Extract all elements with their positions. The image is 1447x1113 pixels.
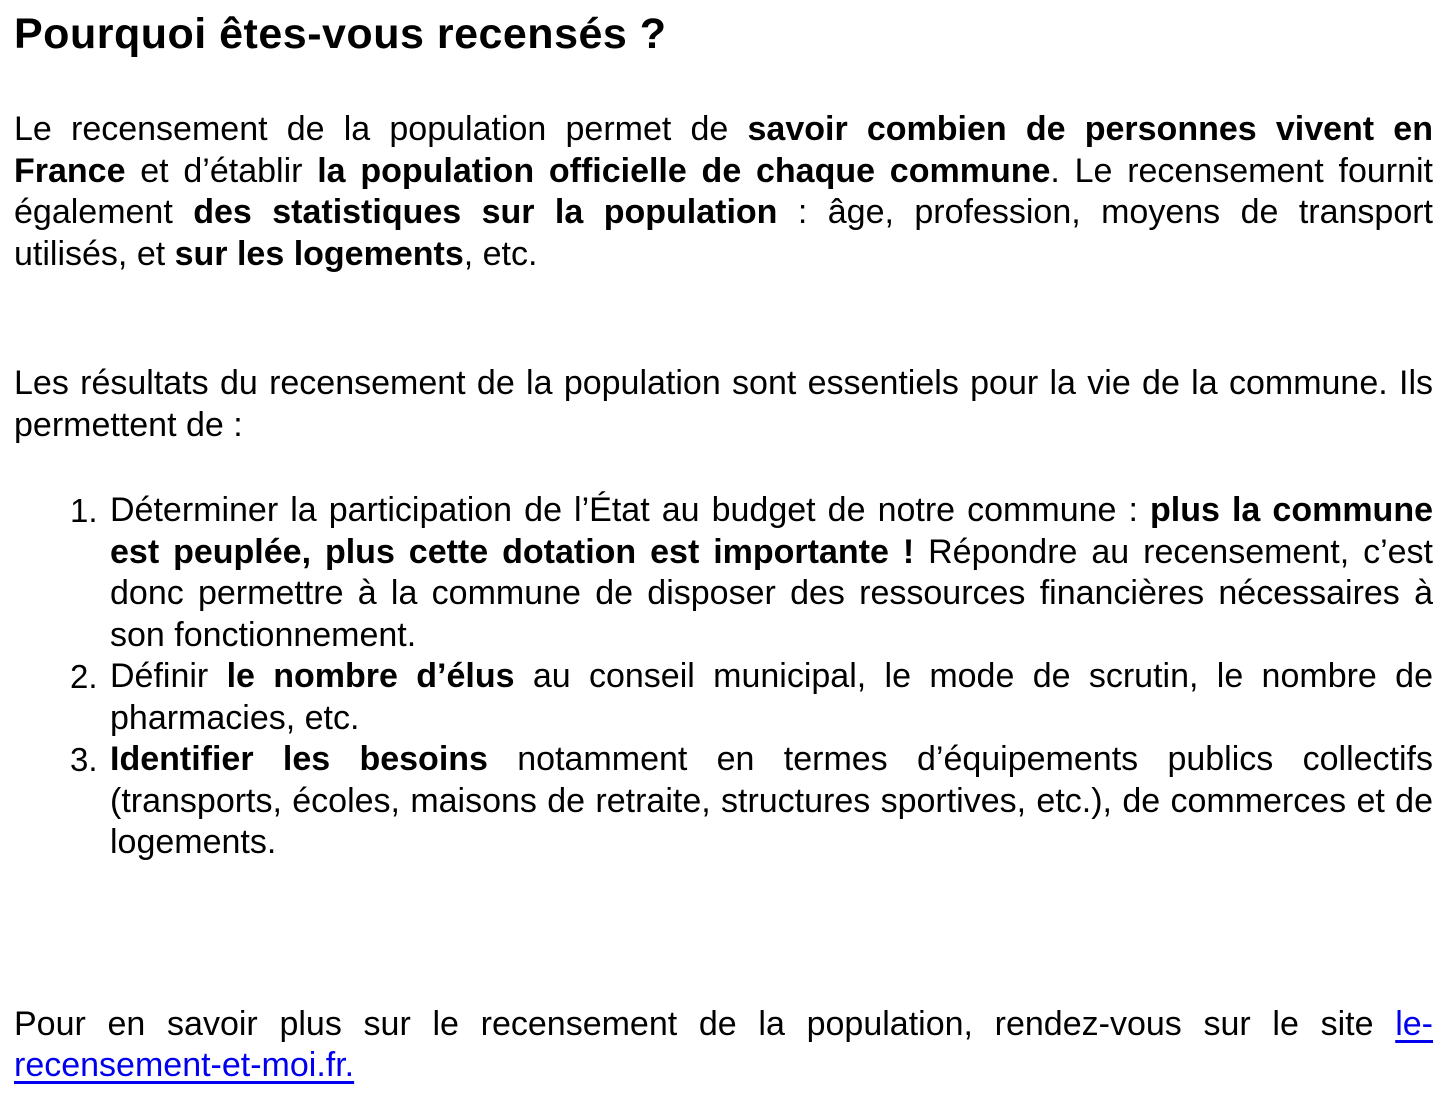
reasons-list: [14, 490, 1433, 864]
page-title: Pourquoi êtes-vous recensés ?: [14, 10, 667, 58]
bold-text: savoir combien de personnes vivent en France: [14, 110, 1433, 190]
text-run: Le recensement de la population permet de: [14, 110, 748, 148]
intro-paragraph: [14, 109, 1433, 275]
bold-text: le nombre d’élus: [226, 657, 515, 695]
list-item-number: 1.: [70, 492, 98, 529]
bold-text: la population officielle de chaque commune: [317, 151, 1051, 190]
text-run: , etc.: [463, 234, 538, 273]
bold-text: des statistiques sur la population: [193, 193, 778, 231]
list-item: [14, 490, 1433, 656]
list-item-number: 3.: [70, 741, 98, 778]
text-run: notamment en termes d’équipements publics collectifs (transports, écoles, maisons de retraite, structures sportives, etc.), de commerces et de logements.: [110, 740, 1433, 861]
bold-text: plus la commune est peuplée, plus cette dotation est importante !: [110, 491, 1433, 571]
text-run: Définir: [110, 657, 227, 695]
recensement-link[interactable]: le-recensement-et-moi.fr.: [14, 1004, 1433, 1084]
list-item-text: [110, 739, 1433, 864]
list-item: [14, 739, 1433, 864]
list-item: [14, 656, 1433, 739]
text-run: : âge, profession, moyens de transport utilisés, et: [14, 193, 1434, 273]
text-run: Les résultats du recensement de la population sont essentiels pour la vie de la commune. Ils permettent de :: [14, 364, 1433, 444]
text-run: Pour en savoir plus sur le recensement de la population, rendez-vous sur le site: [14, 1004, 1396, 1043]
bold-text: sur les logements: [174, 234, 464, 273]
bold-text: Identifier les besoins: [110, 740, 488, 778]
text-run: au conseil municipal, le mode de scrutin, le nombre de pharmacies, etc.: [110, 657, 1433, 737]
list-item-number: 2.: [70, 658, 98, 695]
text-run: . Le recensement fournit également: [14, 151, 1433, 231]
list-item-text: [110, 490, 1433, 656]
text-run: Répondre au recensement, c’est donc permettre à la commune de disposer des ressources financières nécessaires à son fonctionnement.: [110, 532, 1434, 654]
footer-paragraph: [14, 1004, 1433, 1087]
text-run: Déterminer la participation de l’État au budget de notre commune :: [110, 491, 1151, 529]
text-run: et d’établir: [125, 151, 318, 190]
list-item-text: [110, 656, 1433, 739]
results-paragraph: [14, 363, 1433, 446]
